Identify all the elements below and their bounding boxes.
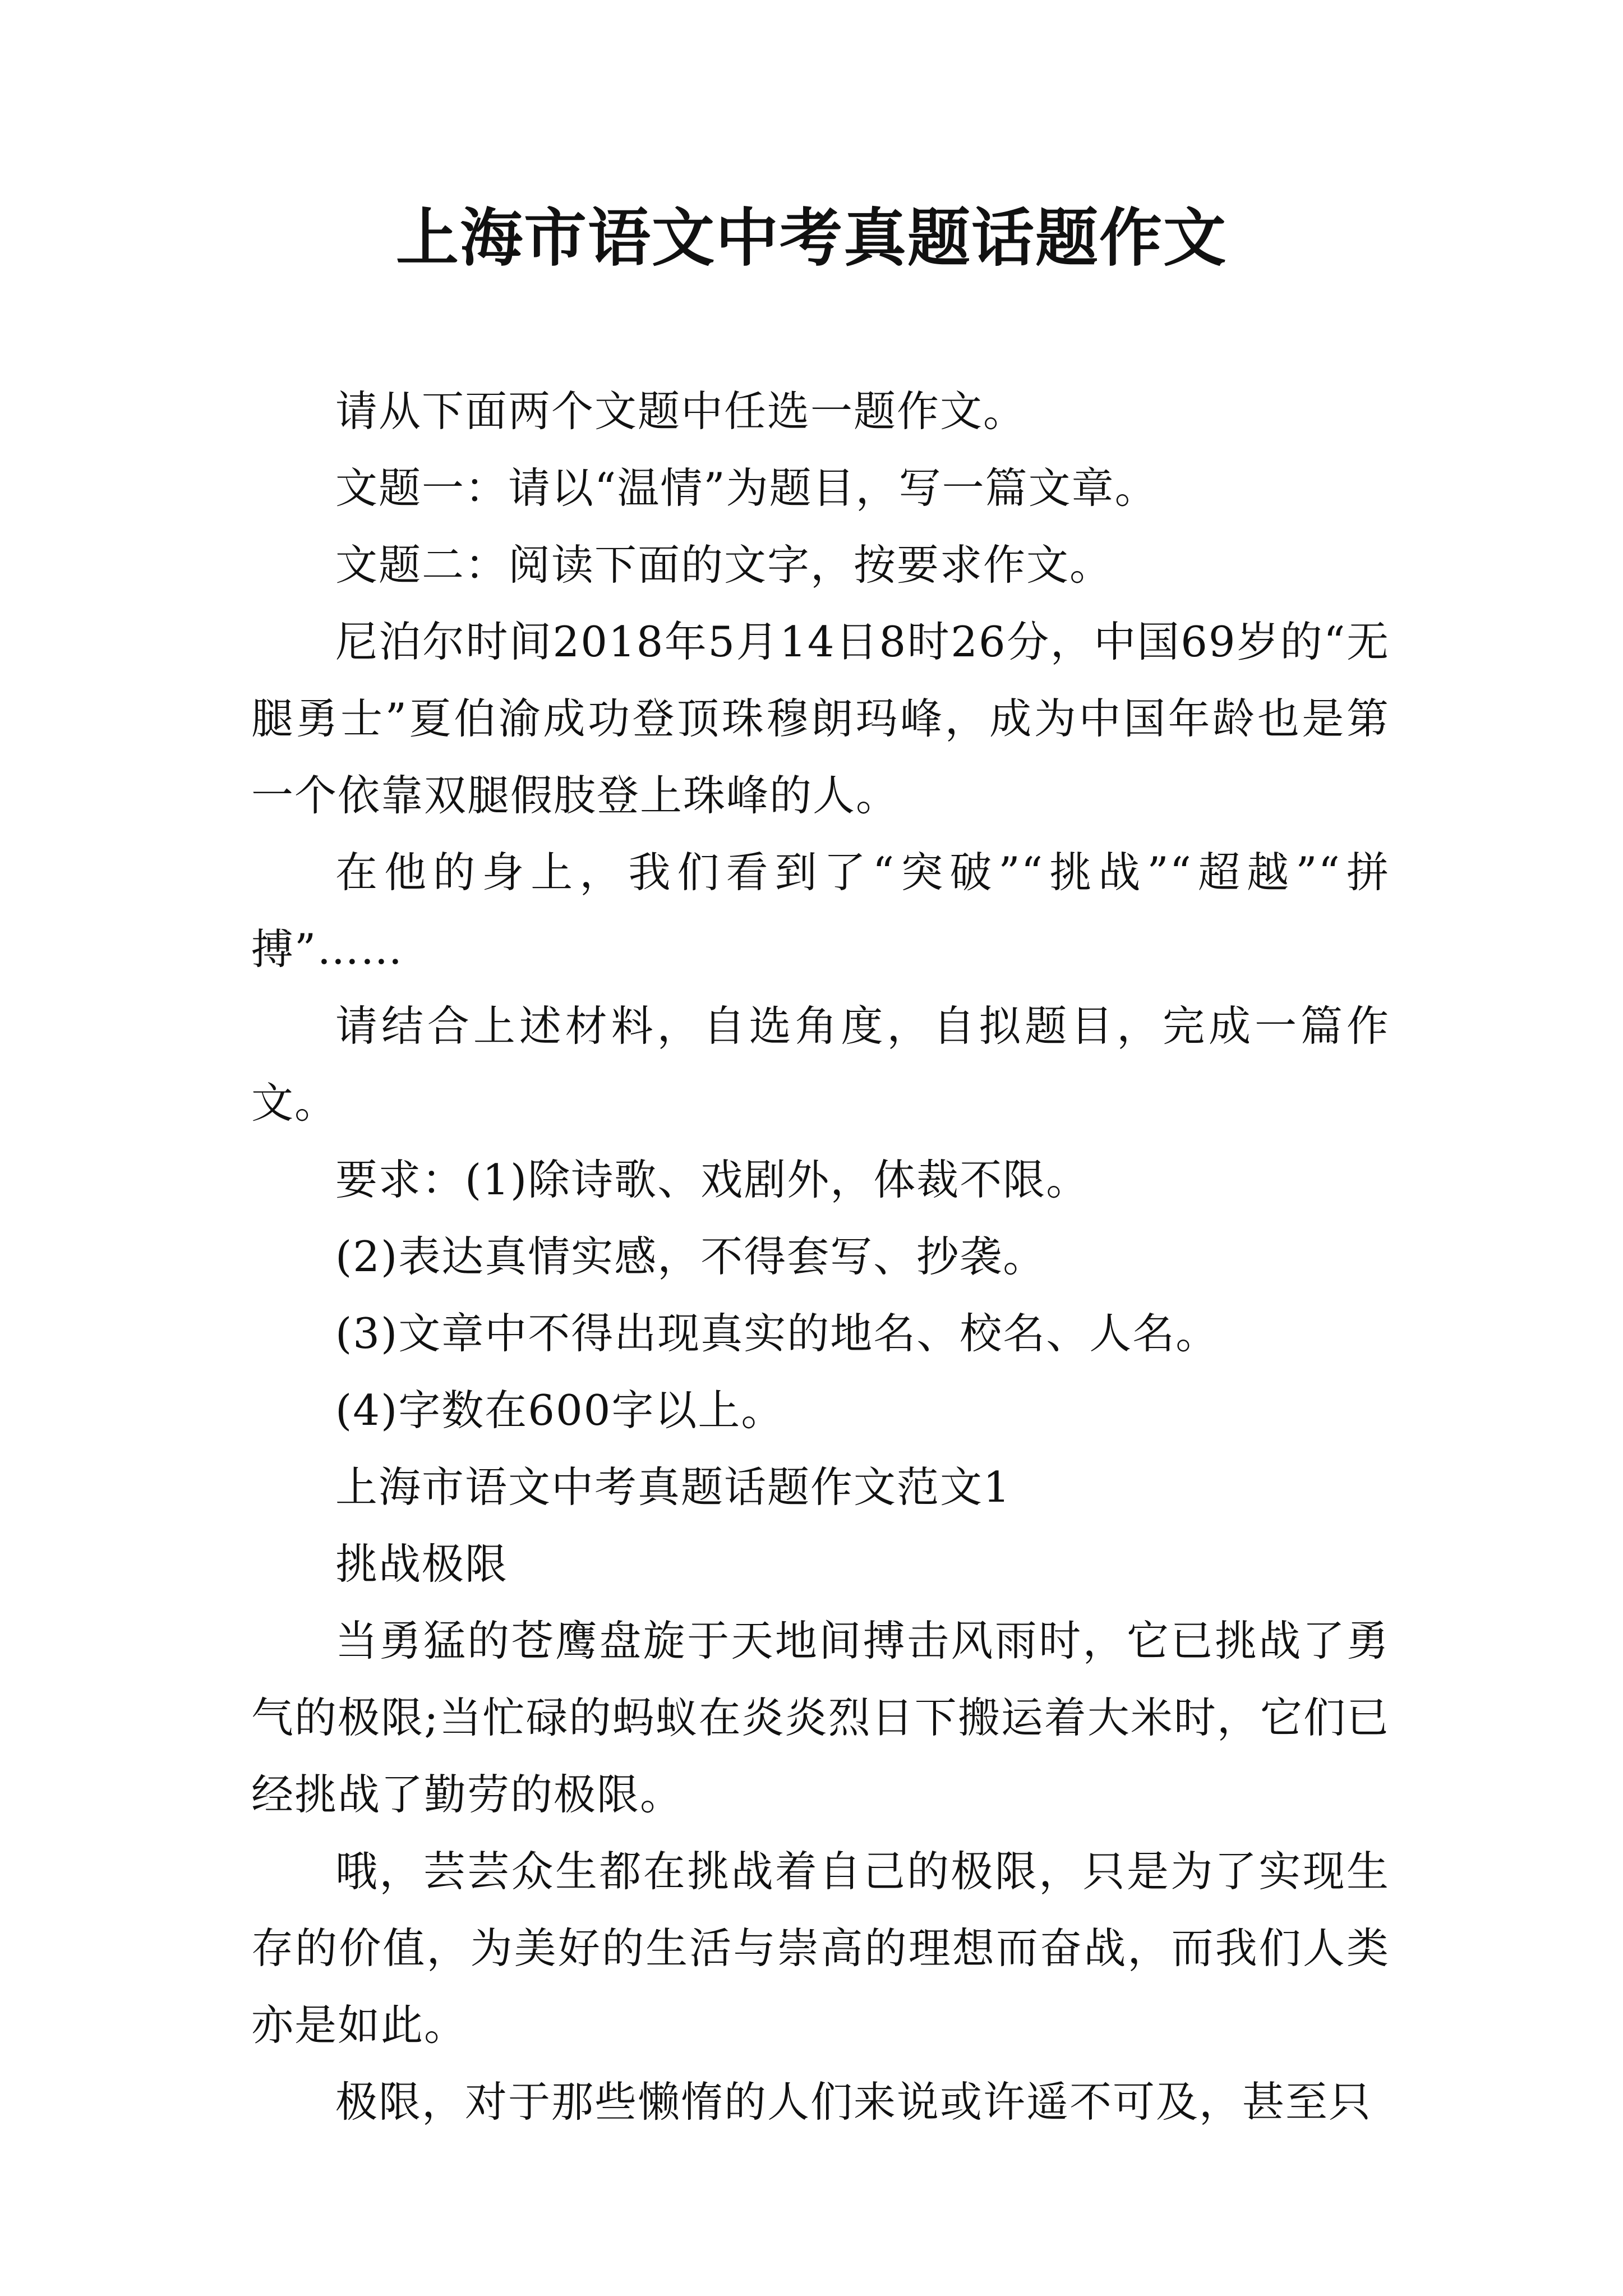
paragraph-15: 极限，对于那些懒惰的人们来说或许遥不可及，甚至只: [335, 2077, 1372, 2127]
paragraph-12: 挑战极限: [335, 1539, 509, 1589]
page-title: 上海市语文中考真题话题作文: [396, 201, 1227, 275]
document-body: [251, 373, 1390, 2141]
paragraph-3: 文题二：阅读下面的文字，按要求作文。: [335, 540, 1113, 590]
paragraph-11: 上海市语文中考真题话题作文范文1: [335, 1462, 1011, 1512]
paragraph-8: (2)表达真情实感，不得套写、抄袭。: [335, 1232, 1046, 1281]
paragraph-5: 在他的身上，我们看到了“突破”“挑战”“超越”“拼搏”……: [251, 848, 1390, 974]
paragraph-2: 文题一：请以“温情”为题目，写一篇文章。: [335, 463, 1158, 513]
paragraph-1: 请从下面两个文题中任选一题作文。: [335, 386, 1027, 436]
paragraph-14: 哦，芸芸众生都在挑战着自己的极限，只是为了实现生存的价值，为美好的生活与崇高的理想而奋战，而我们人类亦是如此。: [251, 1847, 1390, 2050]
paragraph-9: (3)文章中不得出现真实的地名、校名、人名。: [335, 1309, 1219, 1358]
paragraph-4: 尼泊尔时间2018年5月14日8时26分，中国69岁的“无腿勇士”夏伯渝成功登顶珠穆朗玛峰，成为中国年龄也是第一个依靠双腿假肢登上珠峰的人。: [251, 617, 1390, 820]
paragraph-7: 要求：(1)除诗歌、戏剧外，体裁不限。: [335, 1155, 1090, 1204]
paragraph-6: 请结合上述材料，自选角度，自拟题目，完成一篇作文。: [251, 1001, 1390, 1128]
paragraph-13: 当勇猛的苍鹰盘旋于天地间搏击风雨时，它已挑战了勇气的极限;当忙碌的蚂蚁在炎炎烈日下搬运着大米时，它们已经挑战了勤劳的极限。: [251, 1616, 1390, 1819]
paragraph-10: (4)字数在600字以上。: [335, 1386, 785, 1435]
